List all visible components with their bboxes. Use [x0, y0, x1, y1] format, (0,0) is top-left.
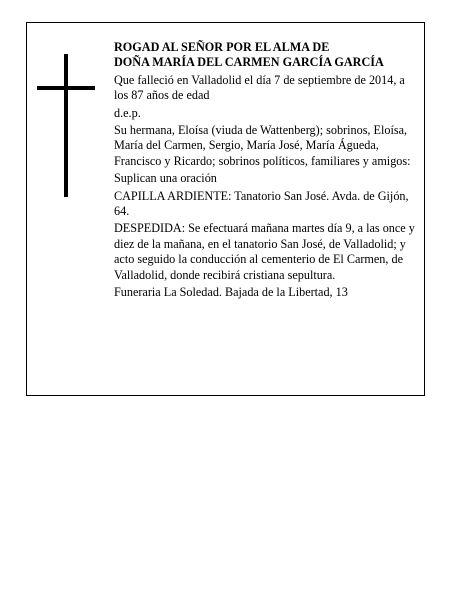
- heading-line-1: ROGAD AL SEÑOR POR EL ALMA DE: [114, 40, 330, 54]
- death-info: Que falleció en Valladolid el día 7 de septiembre de 2014, a los 87 años de edad: [114, 72, 405, 103]
- funeral-home: Funeraria La Soledad. Bajada de la Libertad, 13: [114, 285, 348, 300]
- family-list: Su hermana, Eloísa (viuda de Wattenberg); sobrinos, Eloísa, María del Carmen, Sergio, María José, María Águeda, Francisco y Ricardo; sobrinos políticos, familiares y amigos:: [114, 123, 411, 168]
- farewell-info: DESPEDIDA: Se efectuará mañana martes día 9, a las once y diez de la mañana, en el tanatorio San José, de Valladolid; y acto seguido la conducción al cementerio de El Carmen, de Valladolid, donde recibirá cristiana sepultura.: [114, 221, 415, 282]
- obituary-text: [114, 40, 422, 303]
- heading-line-2: DOÑA MARÍA DEL CARMEN GARCÍA GARCÍA: [114, 55, 384, 70]
- cross-icon-horizontal: [37, 86, 95, 90]
- rip-abbreviation: d.e.p.: [114, 105, 141, 120]
- cross-icon-vertical: [64, 54, 68, 197]
- chapel-info: CAPILLA ARDIENTE: Tanatorio San José. Avda. de Gijón, 64.: [114, 188, 409, 219]
- prayer-request: Suplican una oración: [114, 171, 217, 186]
